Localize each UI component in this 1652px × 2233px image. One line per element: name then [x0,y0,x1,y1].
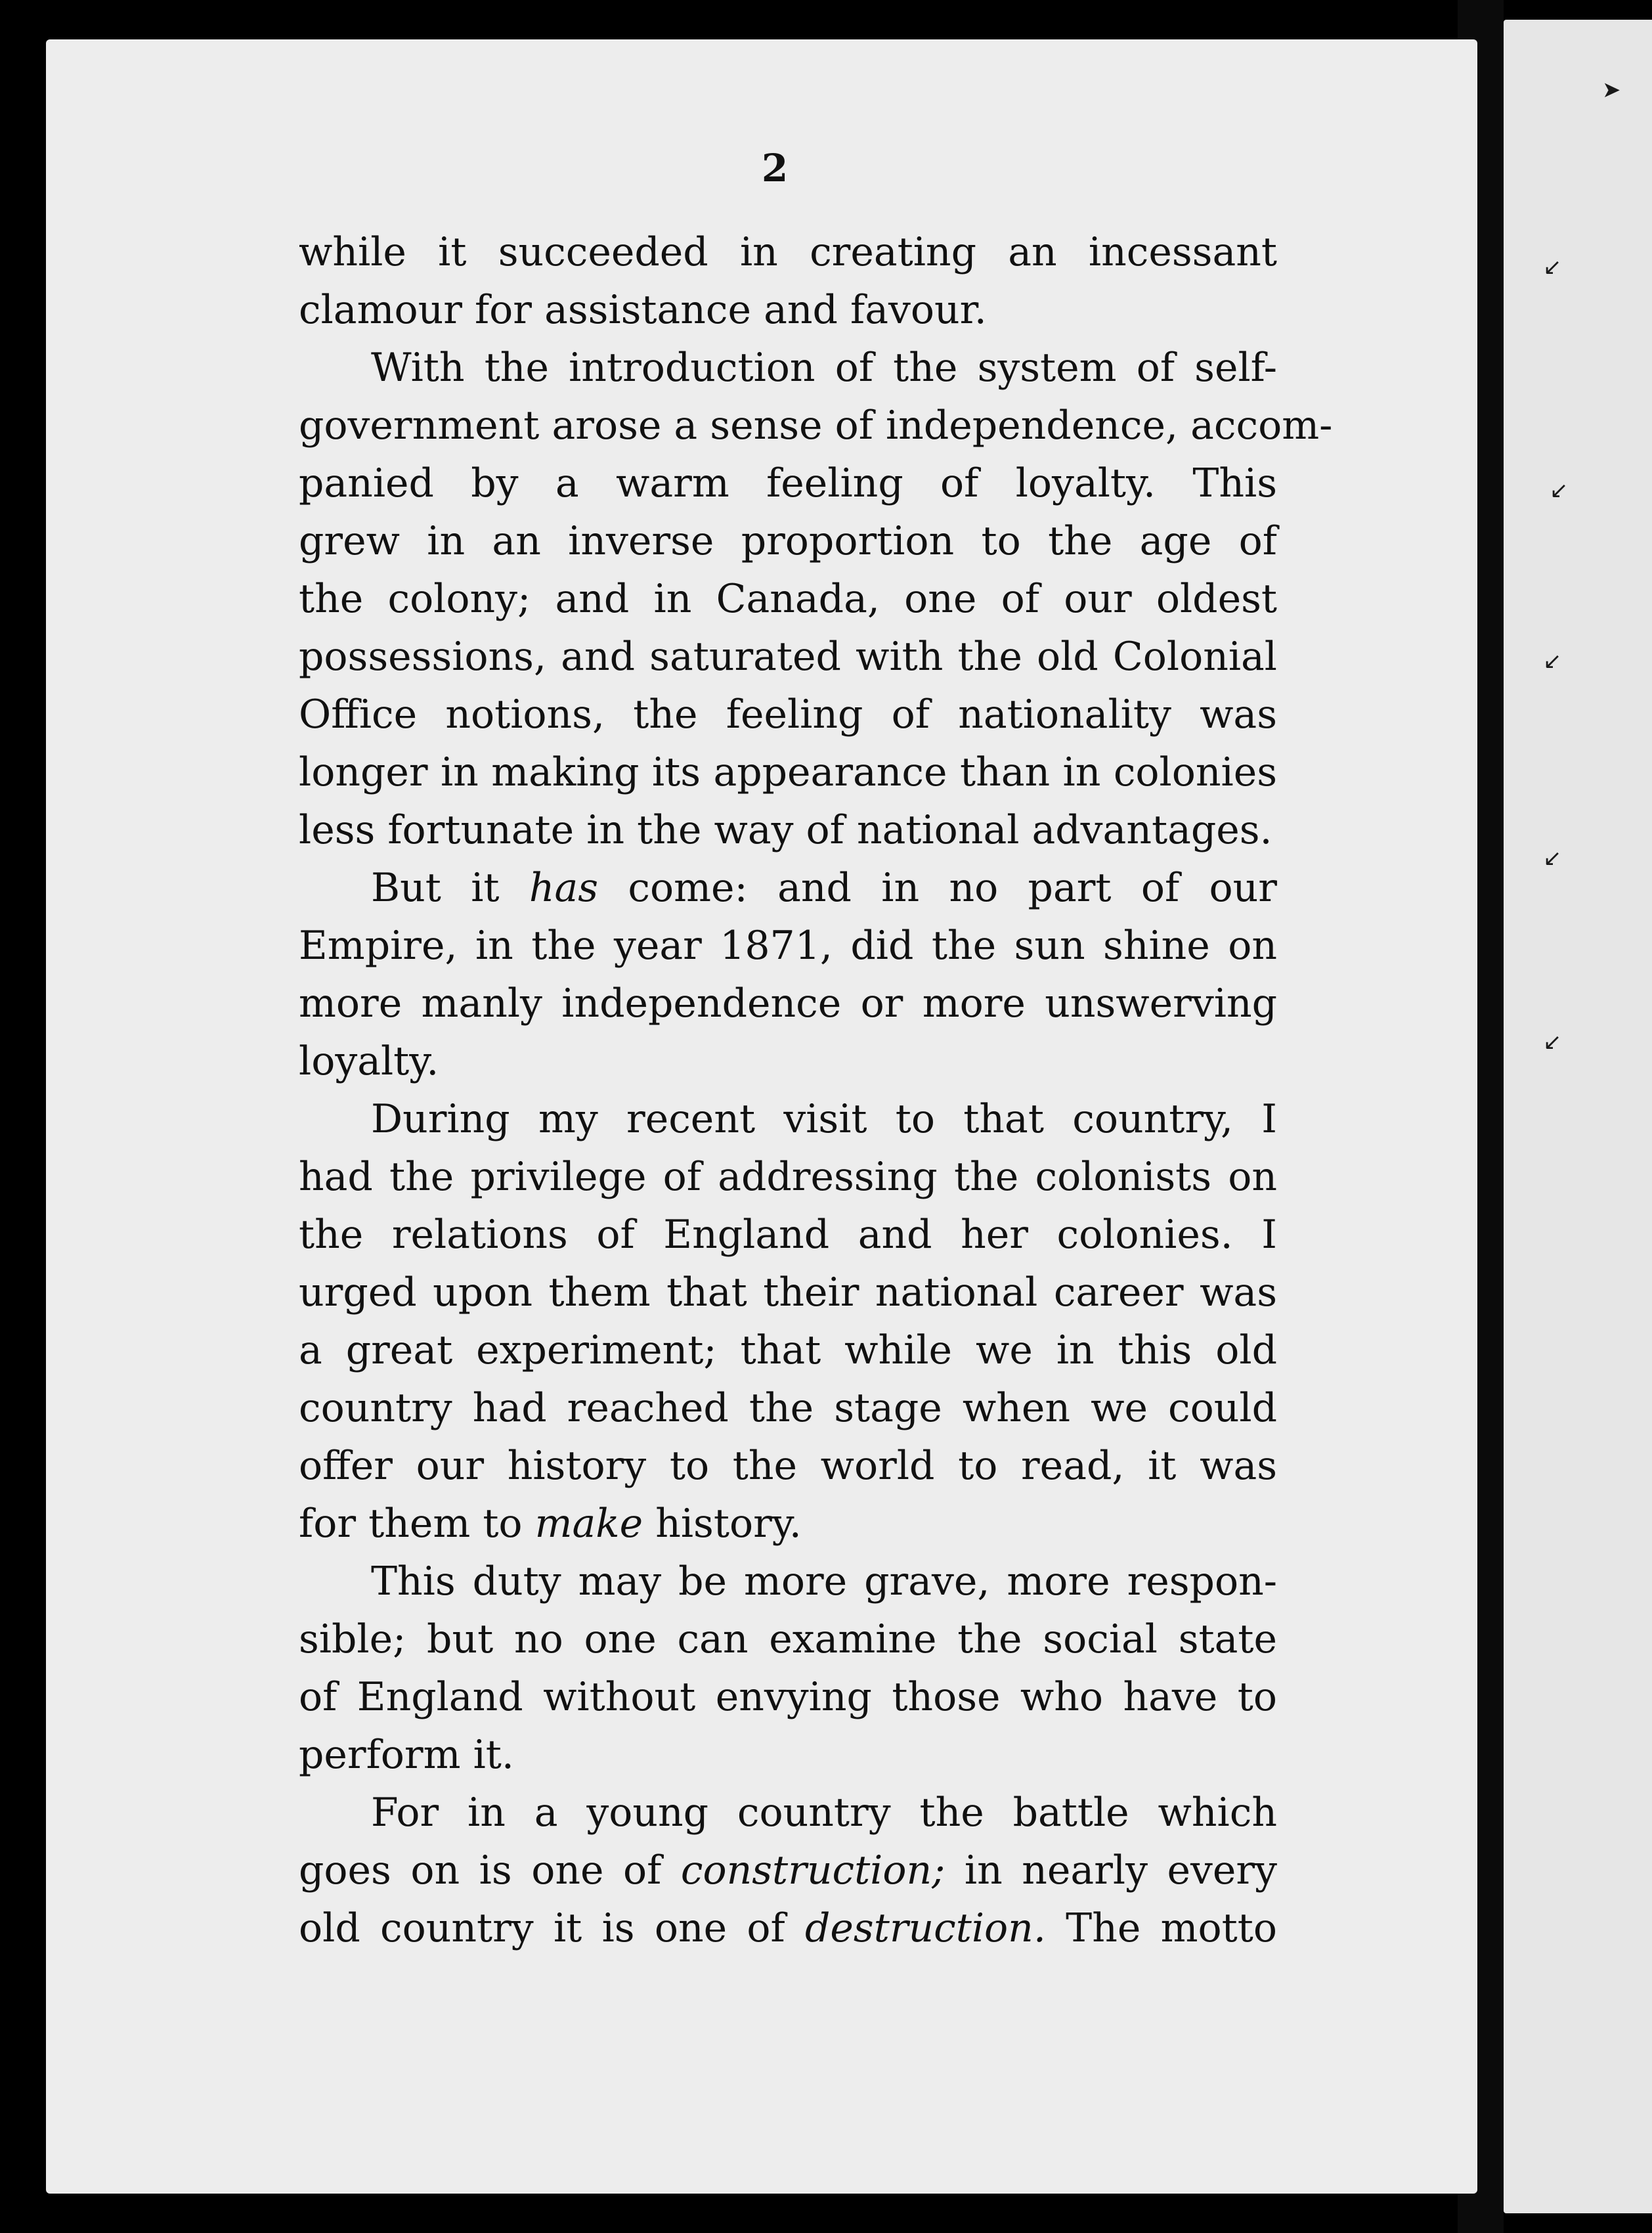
text-line: sible; but no one can examine the social state [299,1616,1277,1662]
paragraph [299,339,1333,859]
text-line: Empire, in the year 1871, did the sun shine on [299,923,1277,969]
text-line: less fortunate in the way of national advantages. [299,807,1272,853]
text-segment: for them to [299,1501,535,1547]
body-text [299,223,1333,1957]
text-segment: come: and in no part of our [598,865,1277,911]
text-line: while it succeeded in creating an incessant [299,229,1277,275]
text-line [299,1495,1277,1553]
text-line: panied by a warm feeling of loyalty. This [299,460,1277,506]
facing-page-edge [1504,20,1652,2213]
text-line: of England without envying those who have to [299,1674,1277,1720]
text-line: government arose a sense of independence, accom- [299,403,1333,449]
text-line: perform it. [299,1732,514,1778]
text-line: With the introduction of the system of self- [371,345,1277,391]
paragraph [299,223,1277,339]
text-line: Office notions, the feeling of nationality was [299,692,1277,738]
italic-text: destruction. [805,1905,1046,1951]
text-line: offer our history to the world to read, it was [299,1443,1277,1489]
text-segment: old country it is one of [299,1905,805,1951]
stitch-mark: ↙ [1550,477,1569,504]
paragraph [299,859,1277,1090]
text-line: the colony; and in Canada, one of our oldest [299,576,1277,622]
text-line: had the privilege of addressing the colonists on [299,1154,1277,1200]
text-line: longer in making its appearance than in colonies [299,749,1277,795]
paragraph [299,1784,1277,1957]
text-line [299,1842,1277,1899]
text-line: During my recent visit to that country, I [371,1096,1277,1142]
text-segment: in nearly every [945,1847,1277,1893]
text-line: clamour for assistance and favour. [299,287,987,333]
text-segment: The motto [1045,1905,1277,1951]
text-segment: goes on is one of [299,1847,681,1893]
text-segment: But it [371,865,529,911]
text-line: loyalty. [299,1038,439,1084]
text-line: possessions, and saturated with the old Colonial [299,634,1277,680]
paragraph [299,1553,1277,1784]
stitch-mark: ↙ [1543,1029,1562,1055]
text-line: This duty may be more grave, more respon- [371,1559,1277,1604]
paragraph [299,1090,1277,1553]
text-line [299,859,1277,917]
italic-text: has [529,865,599,911]
text-line [299,1899,1277,1957]
text-line: the relations of England and her colonies. I [299,1212,1277,1258]
italic-text: construction; [680,1847,946,1893]
italic-text: make [534,1501,643,1547]
text-line: For in a young country the battle which [371,1790,1277,1836]
stitch-mark: ↙ [1543,648,1562,674]
stitch-mark: ↙ [1543,845,1562,872]
text-segment: history. [643,1501,802,1547]
text-line: country had reached the stage when we could [299,1385,1277,1431]
stitch-mark: ➤ [1602,77,1621,103]
text-line: grew in an inverse proportion to the age of [299,518,1277,564]
text-line: more manly independence or more unswerving [299,981,1277,1027]
text-line: a great experiment; that while we in this old [299,1327,1277,1373]
page-number: 2 [761,146,789,190]
stitch-mark: ↙ [1543,254,1562,280]
text-line: urged upon them that their national career was [299,1270,1277,1315]
